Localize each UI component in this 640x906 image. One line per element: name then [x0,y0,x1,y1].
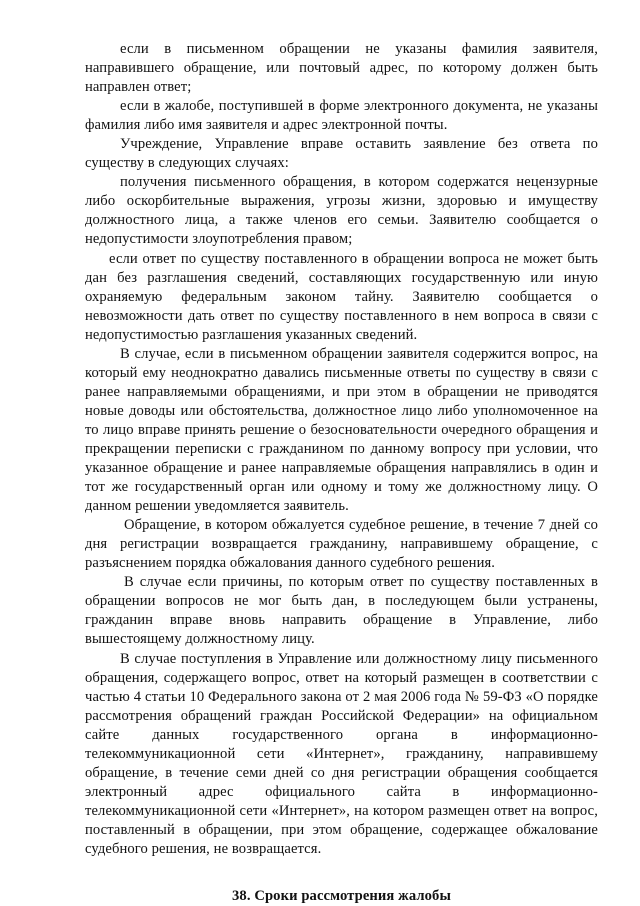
paragraph-repeated-questions: В случае, если в письменном обращении заявителя содержится вопрос, на который ему неоднократно давались письменные ответы по существу в связи с ранее направляемыми обращениями, и при этом в обращении не приводятся новые доводы или обстоятельства, должностное лицо либо уполномоченное на то лицо вправе принять решение о безосновательности очередного обращения и прекращении переписки с гражданином по данному вопросу при условии, что указанное обращение и ранее направляемые обращения направлялись в один и тот же государственный орган или одному и тому же должностному лицу. О данном решении уведомляется заявитель. [85,345,598,515]
paragraph-offensive-content: получения письменного обращения, в котором содержатся нецензурные либо оскорбительные выражения, угрозы жизни, здоровью и имуществу должностного лица, а также членов его семьи. Заявителю сообщается о недопустимости злоупотребления правом; [85,174,598,248]
paragraph-state-secret: если ответ по существу поставленного в обращении вопроса не может быть дан без разглашения сведений, составляющих государственную или иную охраняемую федеральным законом тайну. Заявителю сообщается о невозможности дать ответ по существу поставленного в нем вопроса в связи с недопустимостью разглашения указанных сведений. [85,250,598,343]
paragraph-reasons-eliminated: В случае если причины, по которым ответ по существу поставленных в обращении вопросов не мог быть дан, в последующем были устранены, гражданин вправе вновь направить обращение в Управление, либо вышестоящему должностному лицу. [85,574,598,648]
paragraph-answer-published-online: В случае поступления в Управление или должностному лицу письменного обращения, содержащего вопрос, ответ на который размещен в соответствии с частью 4 статьи 10 Федерального закона от 2 мая 2006 года № 59-ФЗ «О порядке рассмотрения обращений граждан Российской Федерации» на официальном сайте данных государственного органа в информационно-телекоммуникационной сети «Интернет», гражданину, направившему обращение, в течение семи дней со дня регистрации обращения сообщается электронный адрес официального сайта в информационно-телекоммуникационной сети «Интернет», на котором размещен ответ на вопрос, поставленный в обращении, при этом обращение, содержащее обжалование судебного решения, не возвращается. [85,650,598,857]
document-page [85,40,598,906]
paragraph-missing-name-address: если в письменном обращении не указаны фамилия заявителя, направившего обращение, или почтовый адрес, по которому должен быть направлен ответ; [85,41,598,96]
paragraph-court-decision: Обращение, в котором обжалуется судебное решение, в течение 7 дней со дня регистрации возвращается гражданину, направившему обращение, с разъяснением порядка обжалования данного судебного решения. [85,517,598,572]
paragraph-leave-without-answer: Учреждение, Управление вправе оставить заявление без ответа по существу в следующих случаях: [85,136,598,172]
paragraph-missing-email: если в жалобе, поступившей в форме электронного документа, не указаны фамилия либо имя заявителя и адрес электронной почты. [85,98,598,134]
section-heading: 38. Сроки рассмотрения жалобы [232,888,451,905]
